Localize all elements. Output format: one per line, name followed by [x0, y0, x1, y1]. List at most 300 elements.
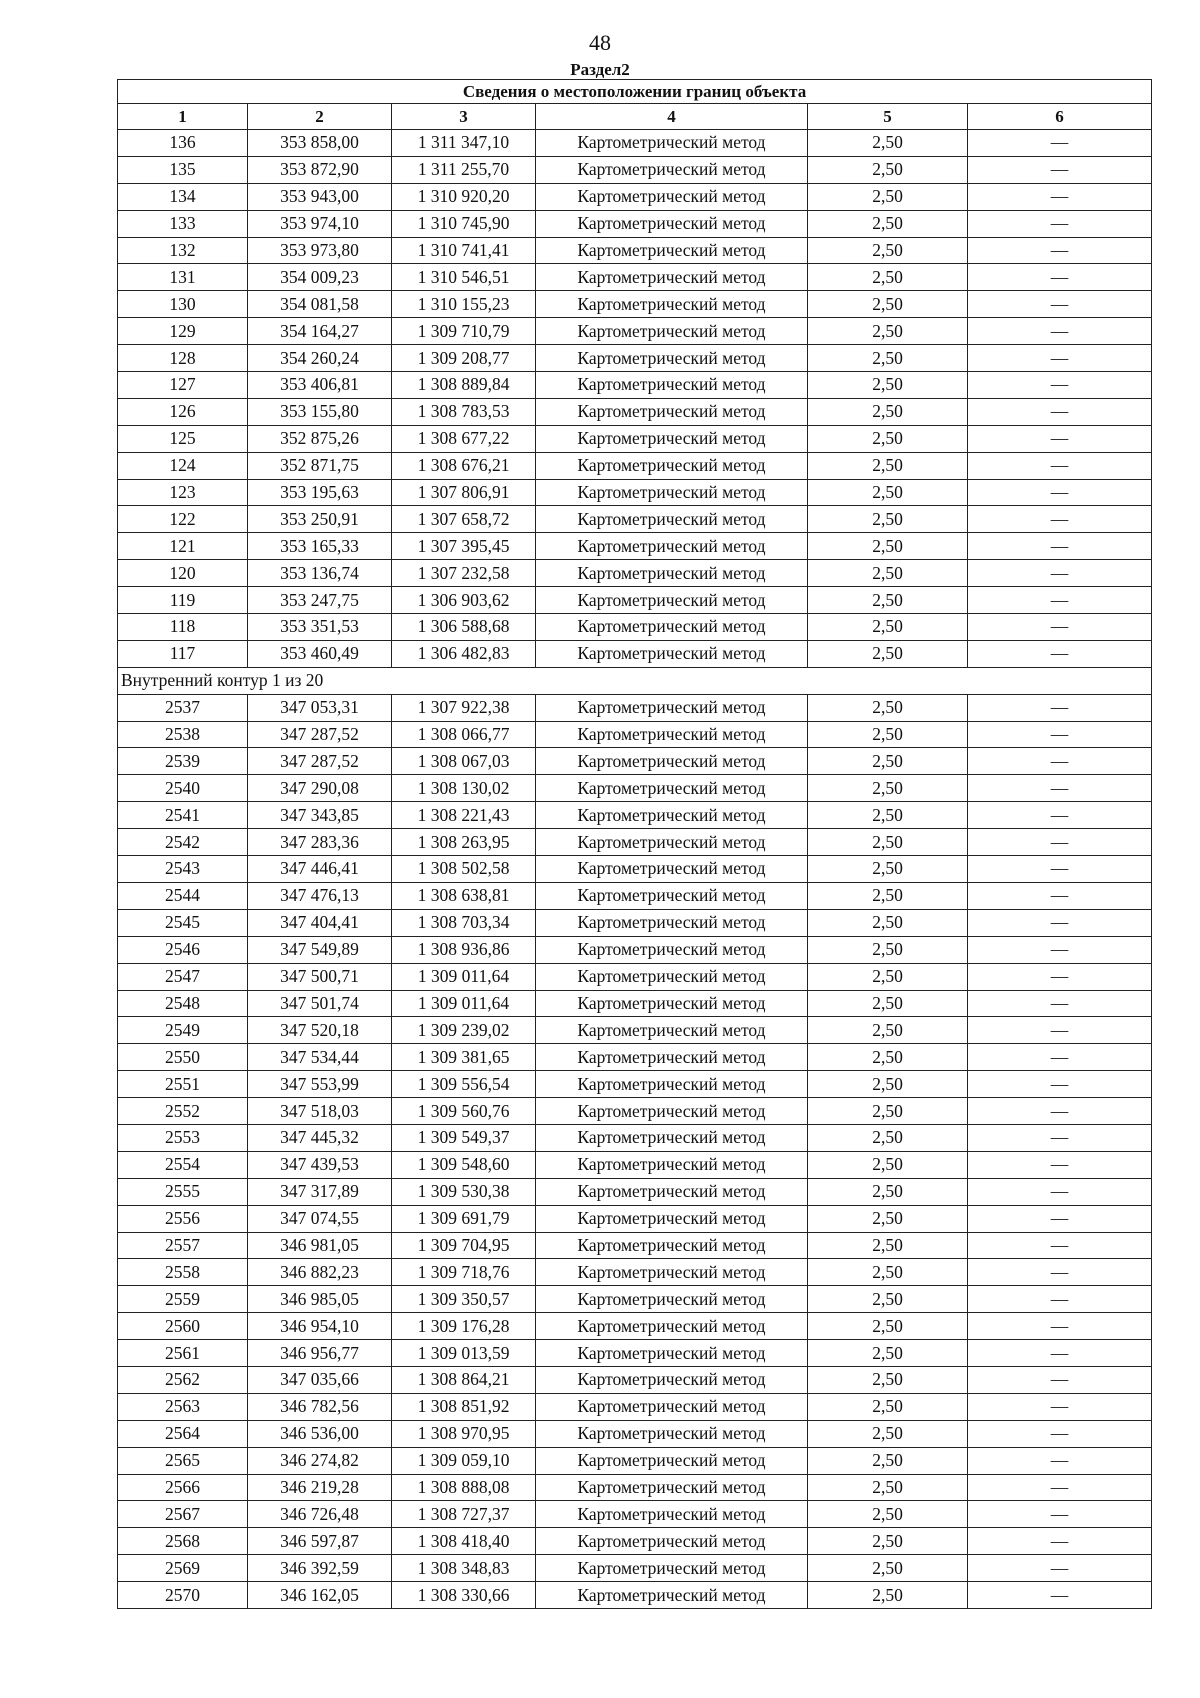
method-cell: Картометрический метод [536, 909, 808, 936]
point-number-cell: 133 [118, 210, 248, 237]
table-row [118, 533, 1152, 560]
point-number-cell: 122 [118, 506, 248, 533]
method-cell: Картометрический метод [536, 640, 808, 667]
method-cell: Картометрический метод [536, 398, 808, 425]
accuracy-cell: 2,50 [808, 264, 968, 291]
point-number-cell: 2540 [118, 775, 248, 802]
x-coordinate-cell: 346 536,00 [248, 1420, 392, 1447]
table-row [118, 291, 1152, 318]
x-coordinate-cell: 346 981,05 [248, 1232, 392, 1259]
table-row [118, 1259, 1152, 1286]
description-cell: — [968, 1313, 1152, 1340]
x-coordinate-cell: 347 501,74 [248, 990, 392, 1017]
y-coordinate-cell: 1 309 704,95 [392, 1232, 536, 1259]
y-coordinate-cell: 1 311 255,70 [392, 156, 536, 183]
accuracy-cell: 2,50 [808, 748, 968, 775]
y-coordinate-cell: 1 307 658,72 [392, 506, 536, 533]
method-cell: Картометрический метод [536, 829, 808, 856]
description-cell: — [968, 1340, 1152, 1367]
method-cell: Картометрический метод [536, 291, 808, 318]
description-cell: — [968, 345, 1152, 372]
table-row [118, 130, 1152, 157]
description-cell: — [968, 506, 1152, 533]
table-row [118, 1474, 1152, 1501]
accuracy-cell: 2,50 [808, 1313, 968, 1340]
point-number-cell: 120 [118, 560, 248, 587]
accuracy-cell: 2,50 [808, 318, 968, 345]
x-coordinate-cell: 347 287,52 [248, 721, 392, 748]
point-number-cell: 129 [118, 318, 248, 345]
point-number-cell: 121 [118, 533, 248, 560]
x-coordinate-cell: 353 406,81 [248, 372, 392, 399]
method-cell: Картометрический метод [536, 1393, 808, 1420]
table-row [118, 506, 1152, 533]
y-coordinate-cell: 1 309 549,37 [392, 1124, 536, 1151]
accuracy-cell: 2,50 [808, 1366, 968, 1393]
y-coordinate-cell: 1 308 418,40 [392, 1528, 536, 1555]
description-cell: — [968, 1124, 1152, 1151]
y-coordinate-cell: 1 308 936,86 [392, 936, 536, 963]
method-cell: Картометрический метод [536, 1313, 808, 1340]
y-coordinate-cell: 1 308 864,21 [392, 1366, 536, 1393]
description-cell: — [968, 1259, 1152, 1286]
point-number-cell: 132 [118, 237, 248, 264]
description-cell: — [968, 318, 1152, 345]
table-row [118, 1124, 1152, 1151]
accuracy-cell: 2,50 [808, 1124, 968, 1151]
method-cell: Картометрический метод [536, 990, 808, 1017]
x-coordinate-cell: 353 136,74 [248, 560, 392, 587]
point-number-cell: 2545 [118, 909, 248, 936]
point-number-cell: 2558 [118, 1259, 248, 1286]
accuracy-cell: 2,50 [808, 1178, 968, 1205]
accuracy-cell: 2,50 [808, 237, 968, 264]
table-row [118, 640, 1152, 667]
description-cell: — [968, 1286, 1152, 1313]
table-row [118, 479, 1152, 506]
x-coordinate-cell: 347 343,85 [248, 802, 392, 829]
table-row [118, 802, 1152, 829]
x-coordinate-cell: 347 035,66 [248, 1366, 392, 1393]
y-coordinate-cell: 1 308 066,77 [392, 721, 536, 748]
y-coordinate-cell: 1 308 502,58 [392, 856, 536, 883]
y-coordinate-cell: 1 309 530,38 [392, 1178, 536, 1205]
description-cell: — [968, 183, 1152, 210]
accuracy-cell: 2,50 [808, 452, 968, 479]
table-row [118, 1447, 1152, 1474]
table-row [118, 775, 1152, 802]
accuracy-cell: 2,50 [808, 1205, 968, 1232]
point-number-cell: 2563 [118, 1393, 248, 1420]
point-number-cell: 2548 [118, 990, 248, 1017]
contour-label-row [118, 667, 1152, 694]
table-row [118, 452, 1152, 479]
description-cell: — [968, 1582, 1152, 1609]
table-row [118, 1178, 1152, 1205]
point-number-cell: 125 [118, 425, 248, 452]
method-cell: Картометрический метод [536, 130, 808, 157]
point-number-cell: 2570 [118, 1582, 248, 1609]
method-cell: Картометрический метод [536, 1474, 808, 1501]
description-cell: — [968, 802, 1152, 829]
point-number-cell: 2556 [118, 1205, 248, 1232]
method-cell: Картометрический метод [536, 963, 808, 990]
table-row [118, 1017, 1152, 1044]
method-cell: Картометрический метод [536, 694, 808, 721]
accuracy-cell: 2,50 [808, 1151, 968, 1178]
accuracy-cell: 2,50 [808, 183, 968, 210]
accuracy-cell: 2,50 [808, 1420, 968, 1447]
accuracy-cell: 2,50 [808, 1447, 968, 1474]
y-coordinate-cell: 1 308 067,03 [392, 748, 536, 775]
point-number-cell: 2544 [118, 882, 248, 909]
x-coordinate-cell: 347 549,89 [248, 936, 392, 963]
x-coordinate-cell: 346 956,77 [248, 1340, 392, 1367]
x-coordinate-cell: 346 274,82 [248, 1447, 392, 1474]
method-cell: Картометрический метод [536, 210, 808, 237]
method-cell: Картометрический метод [536, 856, 808, 883]
description-cell: — [968, 856, 1152, 883]
point-number-cell: 2555 [118, 1178, 248, 1205]
table-row [118, 882, 1152, 909]
accuracy-cell: 2,50 [808, 990, 968, 1017]
point-number-cell: 2546 [118, 936, 248, 963]
x-coordinate-cell: 353 250,91 [248, 506, 392, 533]
method-cell: Картометрический метод [536, 1151, 808, 1178]
x-coordinate-cell: 353 155,80 [248, 398, 392, 425]
table-row [118, 1071, 1152, 1098]
y-coordinate-cell: 1 309 691,79 [392, 1205, 536, 1232]
column-header: 6 [968, 104, 1152, 130]
method-cell: Картометрический метод [536, 1528, 808, 1555]
x-coordinate-cell: 354 164,27 [248, 318, 392, 345]
description-cell: — [968, 694, 1152, 721]
x-coordinate-cell: 354 081,58 [248, 291, 392, 318]
method-cell: Картометрический метод [536, 1259, 808, 1286]
column-header: 3 [392, 104, 536, 130]
table-row [118, 210, 1152, 237]
x-coordinate-cell: 346 985,05 [248, 1286, 392, 1313]
y-coordinate-cell: 1 308 330,66 [392, 1582, 536, 1609]
table-row [118, 587, 1152, 614]
column-header-row [118, 104, 1152, 130]
method-cell: Картометрический метод [536, 614, 808, 641]
description-cell: — [968, 990, 1152, 1017]
description-cell: — [968, 1071, 1152, 1098]
table-body [118, 130, 1152, 1609]
x-coordinate-cell: 346 392,59 [248, 1555, 392, 1582]
x-coordinate-cell: 346 726,48 [248, 1501, 392, 1528]
description-cell: — [968, 210, 1152, 237]
point-number-cell: 2569 [118, 1555, 248, 1582]
table-row [118, 721, 1152, 748]
accuracy-cell: 2,50 [808, 345, 968, 372]
method-cell: Картометрический метод [536, 587, 808, 614]
method-cell: Картометрический метод [536, 560, 808, 587]
accuracy-cell: 2,50 [808, 587, 968, 614]
table-row [118, 345, 1152, 372]
y-coordinate-cell: 1 308 221,43 [392, 802, 536, 829]
description-cell: — [968, 909, 1152, 936]
point-number-cell: 2559 [118, 1286, 248, 1313]
x-coordinate-cell: 353 973,80 [248, 237, 392, 264]
accuracy-cell: 2,50 [808, 425, 968, 452]
table-caption: Сведения о местоположении границ объекта [118, 80, 1152, 104]
y-coordinate-cell: 1 309 176,28 [392, 1313, 536, 1340]
point-number-cell: 2543 [118, 856, 248, 883]
x-coordinate-cell: 347 518,03 [248, 1098, 392, 1125]
x-coordinate-cell: 347 500,71 [248, 963, 392, 990]
table-row [118, 1528, 1152, 1555]
description-cell: — [968, 1366, 1152, 1393]
point-number-cell: 2552 [118, 1098, 248, 1125]
table-row [118, 1501, 1152, 1528]
column-header: 2 [248, 104, 392, 130]
description-cell: — [968, 1393, 1152, 1420]
method-cell: Картометрический метод [536, 1017, 808, 1044]
accuracy-cell: 2,50 [808, 775, 968, 802]
point-number-cell: 2537 [118, 694, 248, 721]
accuracy-cell: 2,50 [808, 721, 968, 748]
x-coordinate-cell: 354 260,24 [248, 345, 392, 372]
method-cell: Картометрический метод [536, 775, 808, 802]
description-cell: — [968, 156, 1152, 183]
point-number-cell: 123 [118, 479, 248, 506]
y-coordinate-cell: 1 309 350,57 [392, 1286, 536, 1313]
point-number-cell: 2567 [118, 1501, 248, 1528]
accuracy-cell: 2,50 [808, 614, 968, 641]
y-coordinate-cell: 1 308 677,22 [392, 425, 536, 452]
y-coordinate-cell: 1 309 208,77 [392, 345, 536, 372]
method-cell: Картометрический метод [536, 882, 808, 909]
y-coordinate-cell: 1 308 348,83 [392, 1555, 536, 1582]
x-coordinate-cell: 353 247,75 [248, 587, 392, 614]
boundary-table [117, 79, 1152, 1609]
x-coordinate-cell: 346 954,10 [248, 1313, 392, 1340]
description-cell: — [968, 936, 1152, 963]
table-row [118, 856, 1152, 883]
table-row [118, 1366, 1152, 1393]
y-coordinate-cell: 1 311 347,10 [392, 130, 536, 157]
column-header: 5 [808, 104, 968, 130]
point-number-cell: 118 [118, 614, 248, 641]
y-coordinate-cell: 1 308 889,84 [392, 372, 536, 399]
x-coordinate-cell: 347 290,08 [248, 775, 392, 802]
point-number-cell: 2541 [118, 802, 248, 829]
page-number: 48 [589, 30, 611, 55]
accuracy-cell: 2,50 [808, 372, 968, 399]
description-cell: — [968, 237, 1152, 264]
x-coordinate-cell: 347 476,13 [248, 882, 392, 909]
point-number-cell: 136 [118, 130, 248, 157]
point-number-cell: 2566 [118, 1474, 248, 1501]
accuracy-cell: 2,50 [808, 1340, 968, 1367]
method-cell: Картометрический метод [536, 452, 808, 479]
method-cell: Картометрический метод [536, 237, 808, 264]
description-cell: — [968, 748, 1152, 775]
y-coordinate-cell: 1 308 130,02 [392, 775, 536, 802]
y-coordinate-cell: 1 309 011,64 [392, 990, 536, 1017]
method-cell: Картометрический метод [536, 318, 808, 345]
accuracy-cell: 2,50 [808, 479, 968, 506]
table-row [118, 425, 1152, 452]
description-cell: — [968, 533, 1152, 560]
y-coordinate-cell: 1 309 710,79 [392, 318, 536, 345]
table-row [118, 1232, 1152, 1259]
method-cell: Картометрический метод [536, 1232, 808, 1259]
description-cell: — [968, 264, 1152, 291]
x-coordinate-cell: 346 782,56 [248, 1393, 392, 1420]
y-coordinate-cell: 1 309 013,59 [392, 1340, 536, 1367]
accuracy-cell: 2,50 [808, 1286, 968, 1313]
description-cell: — [968, 452, 1152, 479]
x-coordinate-cell: 353 351,53 [248, 614, 392, 641]
y-coordinate-cell: 1 309 556,54 [392, 1071, 536, 1098]
accuracy-cell: 2,50 [808, 1044, 968, 1071]
x-coordinate-cell: 347 074,55 [248, 1205, 392, 1232]
accuracy-cell: 2,50 [808, 829, 968, 856]
point-number-cell: 127 [118, 372, 248, 399]
accuracy-cell: 2,50 [808, 560, 968, 587]
point-number-cell: 2539 [118, 748, 248, 775]
method-cell: Картометрический метод [536, 1501, 808, 1528]
point-number-cell: 2564 [118, 1420, 248, 1447]
description-cell: — [968, 775, 1152, 802]
y-coordinate-cell: 1 307 232,58 [392, 560, 536, 587]
table-row [118, 318, 1152, 345]
accuracy-cell: 2,50 [808, 1017, 968, 1044]
method-cell: Картометрический метод [536, 721, 808, 748]
x-coordinate-cell: 353 195,63 [248, 479, 392, 506]
table-row [118, 694, 1152, 721]
x-coordinate-cell: 352 875,26 [248, 425, 392, 452]
x-coordinate-cell: 347 287,52 [248, 748, 392, 775]
accuracy-cell: 2,50 [808, 1528, 968, 1555]
table-row [118, 1555, 1152, 1582]
y-coordinate-cell: 1 308 638,81 [392, 882, 536, 909]
method-cell: Картометрический метод [536, 264, 808, 291]
y-coordinate-cell: 1 306 903,62 [392, 587, 536, 614]
table-row [118, 1044, 1152, 1071]
x-coordinate-cell: 353 872,90 [248, 156, 392, 183]
point-number-cell: 2551 [118, 1071, 248, 1098]
description-cell: — [968, 721, 1152, 748]
table-row [118, 614, 1152, 641]
accuracy-cell: 2,50 [808, 694, 968, 721]
y-coordinate-cell: 1 310 155,23 [392, 291, 536, 318]
table-row [118, 748, 1152, 775]
point-number-cell: 124 [118, 452, 248, 479]
x-coordinate-cell: 353 858,00 [248, 130, 392, 157]
x-coordinate-cell: 347 439,53 [248, 1151, 392, 1178]
method-cell: Картометрический метод [536, 1098, 808, 1125]
x-coordinate-cell: 347 445,32 [248, 1124, 392, 1151]
description-cell: — [968, 640, 1152, 667]
table-row [118, 1313, 1152, 1340]
y-coordinate-cell: 1 308 888,08 [392, 1474, 536, 1501]
description-cell: — [968, 425, 1152, 452]
accuracy-cell: 2,50 [808, 963, 968, 990]
point-number-cell: 2538 [118, 721, 248, 748]
table-row [118, 183, 1152, 210]
description-cell: — [968, 1501, 1152, 1528]
description-cell: — [968, 1017, 1152, 1044]
point-number-cell: 2553 [118, 1124, 248, 1151]
method-cell: Картометрический метод [536, 936, 808, 963]
accuracy-cell: 2,50 [808, 1098, 968, 1125]
point-number-cell: 2560 [118, 1313, 248, 1340]
method-cell: Картометрический метод [536, 802, 808, 829]
y-coordinate-cell: 1 309 011,64 [392, 963, 536, 990]
y-coordinate-cell: 1 308 851,92 [392, 1393, 536, 1420]
accuracy-cell: 2,50 [808, 1393, 968, 1420]
y-coordinate-cell: 1 306 588,68 [392, 614, 536, 641]
y-coordinate-cell: 1 310 741,41 [392, 237, 536, 264]
y-coordinate-cell: 1 309 059,10 [392, 1447, 536, 1474]
point-number-cell: 134 [118, 183, 248, 210]
x-coordinate-cell: 347 317,89 [248, 1178, 392, 1205]
y-coordinate-cell: 1 310 920,20 [392, 183, 536, 210]
point-number-cell: 135 [118, 156, 248, 183]
description-cell: — [968, 587, 1152, 614]
table-row [118, 1393, 1152, 1420]
point-number-cell: 2565 [118, 1447, 248, 1474]
y-coordinate-cell: 1 308 703,34 [392, 909, 536, 936]
description-cell: — [968, 1044, 1152, 1071]
description-cell: — [968, 1178, 1152, 1205]
point-number-cell: 117 [118, 640, 248, 667]
y-coordinate-cell: 1 309 548,60 [392, 1151, 536, 1178]
y-coordinate-cell: 1 308 676,21 [392, 452, 536, 479]
y-coordinate-cell: 1 309 718,76 [392, 1259, 536, 1286]
point-number-cell: 128 [118, 345, 248, 372]
accuracy-cell: 2,50 [808, 1071, 968, 1098]
x-coordinate-cell: 346 219,28 [248, 1474, 392, 1501]
method-cell: Картометрический метод [536, 1124, 808, 1151]
description-cell: — [968, 291, 1152, 318]
point-number-cell: 131 [118, 264, 248, 291]
accuracy-cell: 2,50 [808, 1474, 968, 1501]
accuracy-cell: 2,50 [808, 936, 968, 963]
y-coordinate-cell: 1 308 727,37 [392, 1501, 536, 1528]
accuracy-cell: 2,50 [808, 1259, 968, 1286]
method-cell: Картометрический метод [536, 1582, 808, 1609]
method-cell: Картометрический метод [536, 1044, 808, 1071]
table-row [118, 1340, 1152, 1367]
method-cell: Картометрический метод [536, 425, 808, 452]
y-coordinate-cell: 1 308 783,53 [392, 398, 536, 425]
method-cell: Картометрический метод [536, 345, 808, 372]
table-row [118, 963, 1152, 990]
method-cell: Картометрический метод [536, 479, 808, 506]
x-coordinate-cell: 346 882,23 [248, 1259, 392, 1286]
accuracy-cell: 2,50 [808, 130, 968, 157]
table-row [118, 560, 1152, 587]
y-coordinate-cell: 1 309 560,76 [392, 1098, 536, 1125]
table-row [118, 1582, 1152, 1609]
table-row [118, 1205, 1152, 1232]
column-header: 4 [536, 104, 808, 130]
description-cell: — [968, 1420, 1152, 1447]
accuracy-cell: 2,50 [808, 1232, 968, 1259]
x-coordinate-cell: 346 162,05 [248, 1582, 392, 1609]
accuracy-cell: 2,50 [808, 398, 968, 425]
accuracy-cell: 2,50 [808, 1501, 968, 1528]
description-cell: — [968, 614, 1152, 641]
method-cell: Картометрический метод [536, 1366, 808, 1393]
contour-label: Внутренний контур 1 из 20 [118, 667, 1152, 694]
table-row [118, 829, 1152, 856]
